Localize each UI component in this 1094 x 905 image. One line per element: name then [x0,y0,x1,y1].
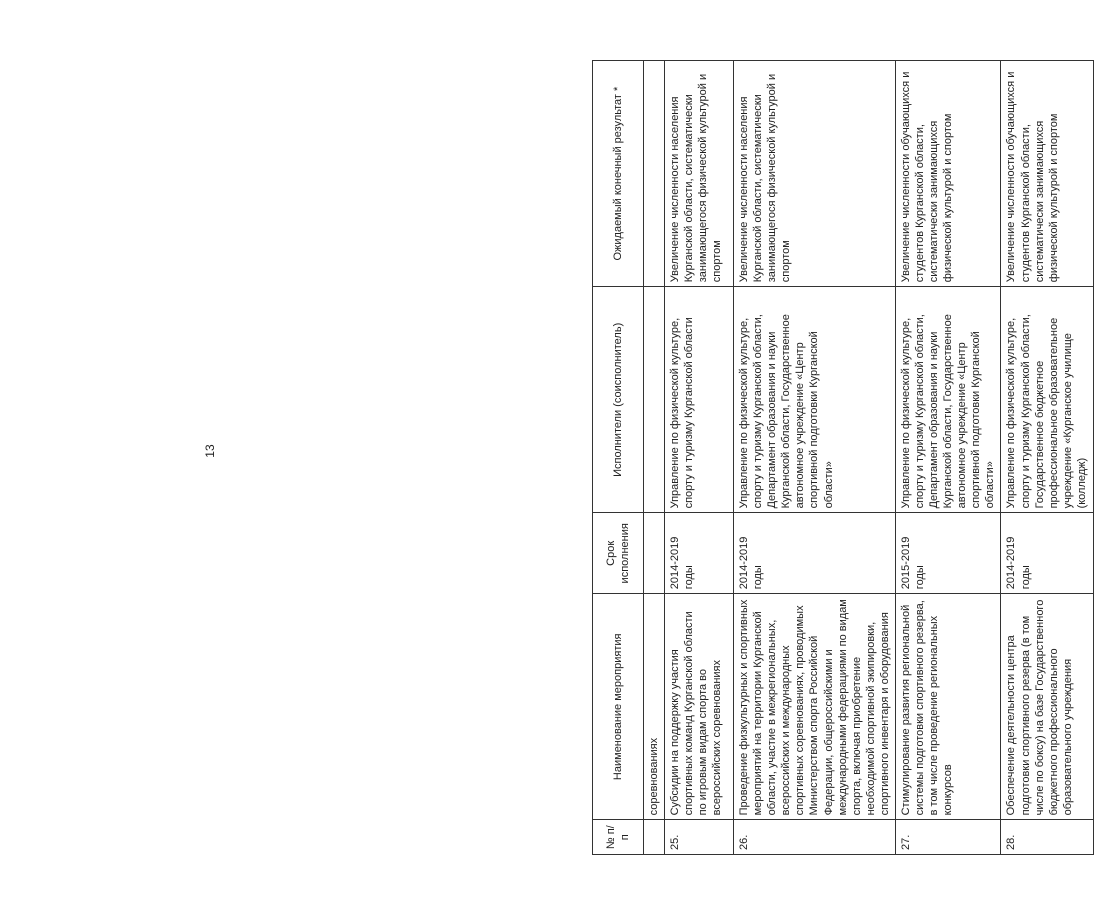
row-executors: Управление по физической культуре, спорту и туризму Курганской области, Департамент образования и науки Курганской области, Государственное автономное учреждение «Центр спортивной подготовки Курганской области» [895,287,1001,513]
continuation-text: соревнованиях [644,594,665,820]
row-executors: Управление по физической культуре, спорту и туризму Курганской области, Государственное бюджетное профессиональное образовательное учреждение «Курганское училище (колледж) [1001,287,1094,513]
row-result: Увеличение численности населения Курганской области, систематически занимающегося физической культурой и спортом [734,61,896,287]
row-num: 26. [734,820,896,855]
row-result: Увеличение численности населения Курганской области, систематически занимающегося физической культурой и спортом [665,61,734,287]
page-number: 13 [203,444,217,458]
table-row [665,61,734,855]
cell-empty [644,820,665,855]
row-num: 25. [665,820,734,855]
continuation-row [644,61,665,855]
cell-empty [644,513,665,594]
row-executors: Управление по физической культуре, спорту и туризму Курганской области, Департамент образования и науки Курганской области, Государственное автономное учреждение «Центр спортивной подготовки Курганской области» [734,287,896,513]
header-term: Срок исполнения [593,513,644,594]
rotated-table-container [592,60,1088,855]
row-num: 28. [1001,820,1094,855]
row-name: Субсидии на поддержку участия спортивных команд Курганской области по игровым видам спорта во всероссийских соревнованиях [665,594,734,820]
header-executors: Исполнители (соисполнитель) [593,287,644,513]
header-result: Ожидаемый конечный результат * [593,61,644,287]
header-num: № п/п [593,820,644,855]
row-term: 2015-2019 годы [895,513,1001,594]
row-num: 27. [895,820,1001,855]
row-name: Стимулирование развития региональной системы подготовки спортивного резерва, в том числе проведение региональных конкурсов [895,594,1001,820]
row-name: Обеспечение деятельности центра подготовки спортивного резерва (в том числе по боксу) на базе Государственного бюджетного профессионального образовательного учреждения [1001,594,1094,820]
table-header-row [593,61,644,855]
row-term: 2014-2019 годы [1001,513,1094,594]
table-row [1001,61,1094,855]
row-term: 2014-2019 годы [665,513,734,594]
measures-table [592,60,1094,855]
cell-empty [644,287,665,513]
row-executors: Управление по физической культуре, спорту и туризму Курганской области [665,287,734,513]
row-term: 2014-2019 годы [734,513,896,594]
row-name: Проведение физкультурных и спортивных мероприятий на территории Курганской области, участие в межрегиональных, всероссийских и международных спортивных соревнованиях, проводимых Министерством спорта Российской Федерации, общероссийскими и международными федерациями по видам спорта, включая приобретение необходимой спортивной экипировки, спортивного инвентаря и оборудования [734,594,896,820]
cell-empty [644,61,665,287]
row-result: Увеличение численности обучающихся и студентов Курганской области, систематически занимающихся физической культурой и спортом [895,61,1001,287]
table-row [734,61,896,855]
row-result: Увеличение численности обучающихся и студентов Курганской области, систематически занимающихся физической культурой и спортом [1001,61,1094,287]
header-name: Наименование мероприятия [593,594,644,820]
table-row [895,61,1001,855]
